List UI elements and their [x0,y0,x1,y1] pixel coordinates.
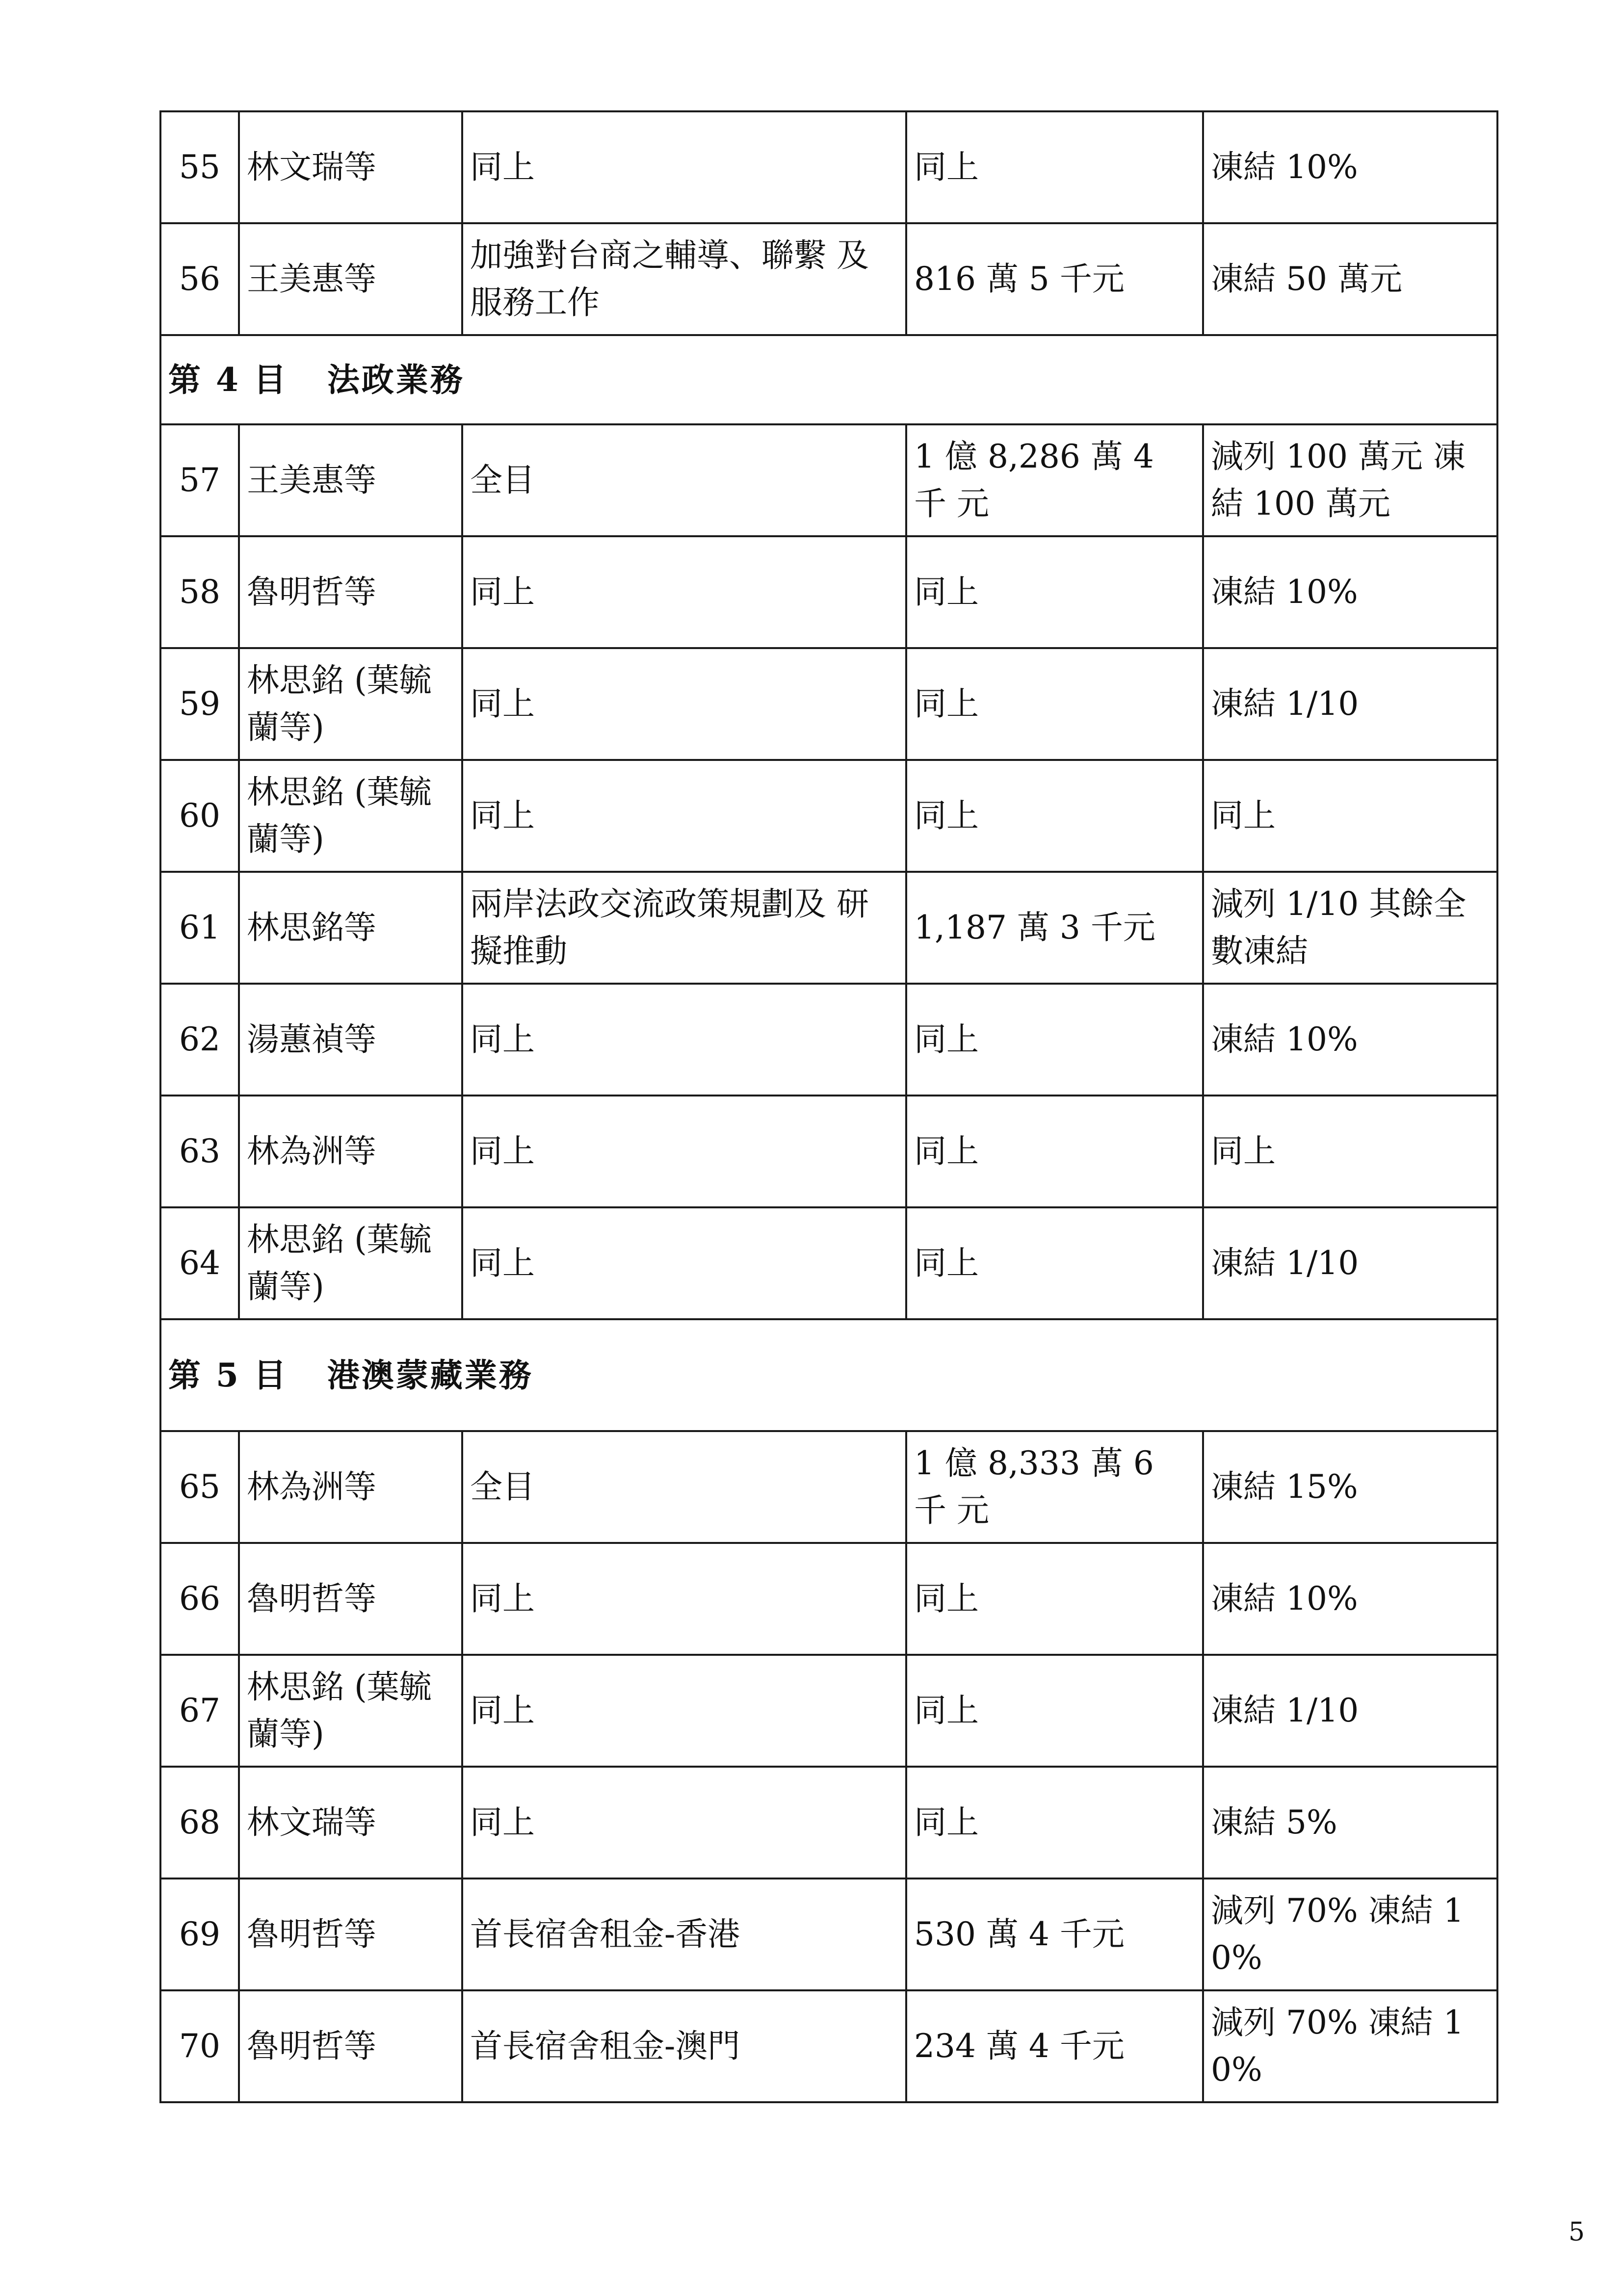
item-cell: 全目 [462,1431,906,1543]
amount-cell: 同上 [906,1655,1203,1767]
row-number: 65 [160,1431,239,1543]
item-cell: 兩岸法政交流政策規劃及 研擬推動 [462,872,906,984]
row-number: 61 [160,872,239,984]
proposer-cell: 林文瑞等 [239,111,462,223]
item-cell: 同上 [462,1543,906,1655]
item-cell: 首長宿舍租金-澳門 [462,1990,906,2102]
amount-cell: 同上 [906,648,1203,760]
proposer-cell: 湯蕙禎等 [239,984,462,1096]
action-cell: 凍結 50 萬元 [1203,223,1497,335]
section-heading-row [160,335,1497,424]
row-number: 66 [160,1543,239,1655]
table-row [160,111,1497,223]
table-row [160,1431,1497,1543]
table-row [160,1879,1497,1990]
table-row [160,648,1497,760]
page-number: 5 [1568,2218,1585,2247]
row-number: 60 [160,760,239,872]
row-number: 67 [160,1655,239,1767]
proposer-cell: 林文瑞等 [239,1767,462,1879]
amount-cell: 同上 [906,984,1203,1096]
action-cell: 凍結 5% [1203,1767,1497,1879]
proposer-cell: 魯明哲等 [239,1543,462,1655]
action-cell: 同上 [1203,1096,1497,1207]
amount-cell: 1 億 8,286 萬 4 千 元 [906,424,1203,536]
action-cell: 凍結 10% [1203,536,1497,648]
action-cell: 同上 [1203,760,1497,872]
amount-cell: 同上 [906,1096,1203,1207]
action-cell: 減列 70% 凍結 10% [1203,1879,1497,1990]
proposer-cell: 林思銘等 [239,872,462,984]
section-label: 第 4 目 [168,361,288,399]
table-row [160,1096,1497,1207]
row-number: 58 [160,536,239,648]
proposer-cell: 王美惠等 [239,424,462,536]
proposer-cell: 林為洲等 [239,1431,462,1543]
item-cell: 同上 [462,111,906,223]
table-row [160,1990,1497,2102]
section-heading [160,1319,1497,1431]
amount-cell: 1 億 8,333 萬 6 千 元 [906,1431,1203,1543]
row-number: 62 [160,984,239,1096]
table-row [160,1655,1497,1767]
table-row [160,1207,1497,1319]
table-row [160,223,1497,335]
item-cell: 同上 [462,984,906,1096]
amount-cell: 同上 [906,1767,1203,1879]
proposer-cell: 魯明哲等 [239,536,462,648]
proposer-cell: 林思銘 (葉毓蘭等) [239,1655,462,1767]
proposer-cell: 林思銘 (葉毓蘭等) [239,760,462,872]
row-number: 64 [160,1207,239,1319]
amount-cell: 同上 [906,111,1203,223]
item-cell: 全目 [462,424,906,536]
item-cell: 同上 [462,1767,906,1879]
amount-cell: 1,187 萬 3 千元 [906,872,1203,984]
proposer-cell: 林思銘 (葉毓蘭等) [239,648,462,760]
proposer-cell: 林為洲等 [239,1096,462,1207]
section-heading-row [160,1319,1497,1431]
section-heading [160,335,1497,424]
row-number: 56 [160,223,239,335]
section-title: 法政業務 [327,361,465,399]
amount-cell: 同上 [906,1543,1203,1655]
table-row [160,1543,1497,1655]
amount-cell: 同上 [906,760,1203,872]
item-cell: 同上 [462,1207,906,1319]
proposer-cell: 魯明哲等 [239,1990,462,2102]
row-number: 70 [160,1990,239,2102]
item-cell: 同上 [462,648,906,760]
table-row [160,1767,1497,1879]
amount-cell: 530 萬 4 千元 [906,1879,1203,1990]
section-label: 第 5 目 [168,1356,288,1394]
table-row [160,984,1497,1096]
action-cell: 凍結 1/10 [1203,1655,1497,1767]
action-cell: 減列 1/10 其餘全數凍結 [1203,872,1497,984]
table-row [160,872,1497,984]
proposer-cell: 王美惠等 [239,223,462,335]
proposer-cell: 林思銘 (葉毓蘭等) [239,1207,462,1319]
action-cell: 凍結 10% [1203,111,1497,223]
action-cell: 減列 70% 凍結 10% [1203,1990,1497,2102]
table-row [160,536,1497,648]
row-number: 68 [160,1767,239,1879]
row-number: 59 [160,648,239,760]
item-cell: 首長宿舍租金-香港 [462,1879,906,1990]
amount-cell: 816 萬 5 千元 [906,223,1203,335]
action-cell: 凍結 10% [1203,984,1497,1096]
item-cell: 同上 [462,1096,906,1207]
row-number: 63 [160,1096,239,1207]
amount-cell: 同上 [906,536,1203,648]
action-cell: 凍結 1/10 [1203,1207,1497,1319]
item-cell: 同上 [462,1655,906,1767]
item-cell: 同上 [462,536,906,648]
action-cell: 凍結 10% [1203,1543,1497,1655]
item-cell: 加強對台商之輔導、聯繫 及服務工作 [462,223,906,335]
section-title: 港澳蒙藏業務 [327,1356,533,1394]
item-cell: 同上 [462,760,906,872]
row-number: 55 [160,111,239,223]
amount-cell: 同上 [906,1207,1203,1319]
action-cell: 減列 100 萬元 凍結 100 萬元 [1203,424,1497,536]
proposer-cell: 魯明哲等 [239,1879,462,1990]
budget-table [159,110,1498,2103]
action-cell: 凍結 1/10 [1203,648,1497,760]
row-number: 69 [160,1879,239,1990]
table-row [160,760,1497,872]
amount-cell: 234 萬 4 千元 [906,1990,1203,2102]
action-cell: 凍結 15% [1203,1431,1497,1543]
table-row [160,424,1497,536]
row-number: 57 [160,424,239,536]
